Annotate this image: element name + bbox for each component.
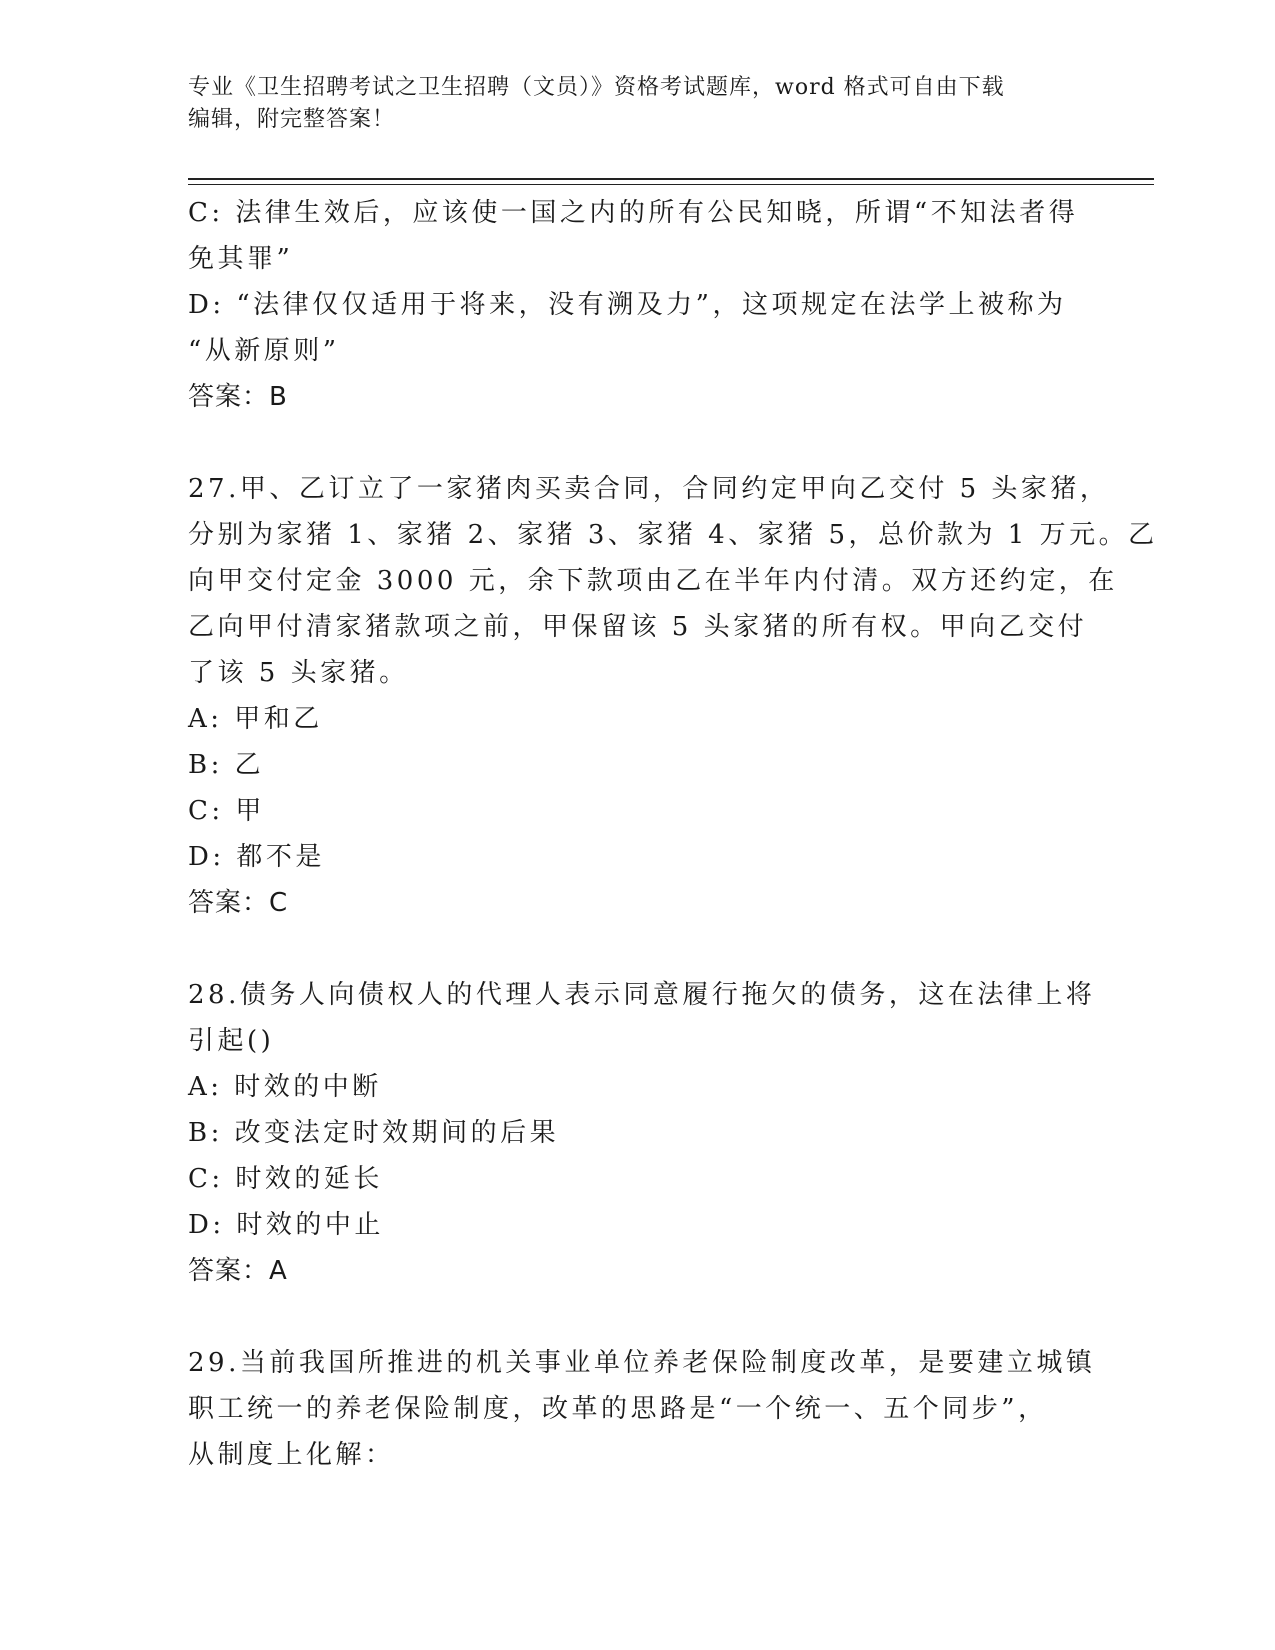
stem-line-4: 乙向甲付清家猪款项之前，甲保留该 5 头家猪的所有权。甲向乙交付 bbox=[188, 612, 1088, 642]
option-d: D: 都不是 bbox=[188, 842, 325, 872]
header-rule-thick bbox=[188, 178, 1154, 180]
option-d: D: 时效的中止 bbox=[188, 1210, 384, 1240]
stem-line-2: 引起() bbox=[188, 1026, 275, 1056]
option-d-line-1: D: “法律仅仅适用于将来，没有溯及力”，这项规定在法学上被称为 bbox=[188, 290, 1067, 320]
question-27 bbox=[188, 466, 1158, 926]
answer-26: 答案：B bbox=[188, 382, 288, 412]
stem-line-2: 职工统一的养老保险制度，改革的思路是“一个统一、五个同步”， bbox=[188, 1394, 1048, 1424]
stem-line-3: 向甲交付定金 3000 元，余下款项由乙在半年内付清。双方还约定，在 bbox=[188, 566, 1118, 596]
stem-line-1: 29.当前我国所推进的机关事业单位养老保险制度改革，是要建立城镇 bbox=[188, 1348, 1096, 1378]
header-line-2: 编辑，附完整答案！ bbox=[188, 107, 396, 132]
option-b: B: 乙 bbox=[188, 750, 265, 780]
question-28 bbox=[188, 972, 1096, 1294]
option-d-line-2: “从新原则” bbox=[188, 336, 340, 366]
question-29 bbox=[188, 1340, 1096, 1478]
option-c: C: 时效的延长 bbox=[188, 1164, 383, 1194]
answer-28: 答案：A bbox=[188, 1256, 288, 1286]
option-c: C: 甲 bbox=[188, 796, 265, 826]
document-body bbox=[188, 190, 1158, 1478]
header-rule-thin bbox=[188, 184, 1154, 185]
stem-line-3: 从制度上化解： bbox=[188, 1440, 395, 1470]
spacer bbox=[188, 1294, 1088, 1340]
option-c-line-1: C: 法律生效后，应该使一国之内的所有公民知晓，所谓“不知法者得 bbox=[188, 198, 1079, 228]
stem-line-5: 了该 5 头家猪。 bbox=[188, 658, 409, 688]
option-a: A: 时效的中断 bbox=[188, 1072, 382, 1102]
question-26-continued bbox=[188, 190, 1088, 420]
stem-line-1: 28.债务人向债权人的代理人表示同意履行拖欠的债务，这在法律上将 bbox=[188, 980, 1096, 1010]
option-a: A: 甲和乙 bbox=[188, 704, 323, 734]
stem-line-1: 27.甲、乙订立了一家猪肉买卖合同，合同约定甲向乙交付 5 头家猪， bbox=[188, 474, 1110, 504]
header-line-1: 专业《卫生招聘考试之卫生招聘（文员）》资格考试题库，word 格式可自由下载 bbox=[188, 75, 1005, 100]
option-b: B: 改变法定时效期间的后果 bbox=[188, 1118, 560, 1148]
answer-27: 答案：C bbox=[188, 888, 289, 918]
spacer bbox=[188, 420, 1088, 466]
stem-line-2: 分别为家猪 1、家猪 2、家猪 3、家猪 4、家猪 5，总价款为 1 万元。乙 bbox=[188, 520, 1158, 550]
spacer bbox=[188, 926, 1088, 972]
option-c-line-2: 免其罪” bbox=[188, 244, 294, 274]
page-header bbox=[188, 72, 1088, 136]
